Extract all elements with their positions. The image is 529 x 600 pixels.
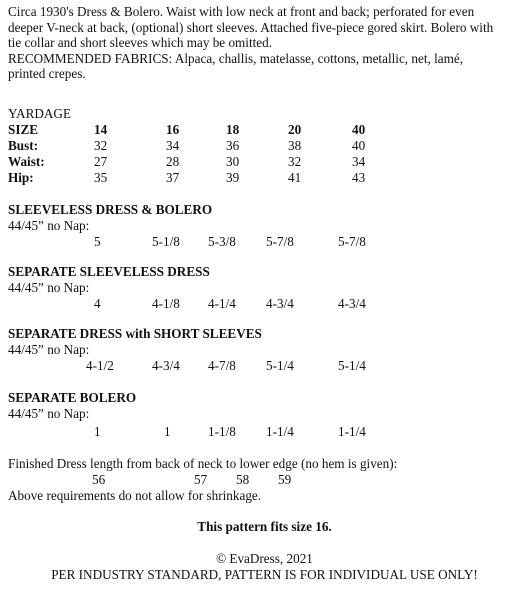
yardage-value: 4-7/8 — [208, 358, 236, 373]
size-value: 16 — [166, 122, 180, 137]
hip-value: 35 — [94, 170, 108, 185]
yardage-value: 5-1/8 — [152, 234, 180, 249]
hip-row — [8, 170, 523, 186]
waist-value: 32 — [288, 154, 302, 169]
fabric-width-label: 44/45” no Nap: — [8, 342, 90, 357]
yardage-values-row — [8, 358, 523, 374]
bust-label: Bust: — [8, 138, 39, 153]
finished-length-note: Finished Dress length from back of neck to lower edge (no hem is given): — [8, 456, 398, 471]
fabric-width-label: 44/45” no Nap: — [8, 406, 90, 421]
description-line: deeper V-neck at back, (optional) short sleeves. Attached five-piece gored skirt. Bolero with — [8, 19, 494, 35]
hip-value: 43 — [352, 170, 366, 185]
yardage-value: 4-3/4 — [266, 296, 294, 311]
finished-length-row — [8, 472, 523, 488]
hip-value: 39 — [226, 170, 240, 185]
yardage-value: 1-1/8 — [208, 424, 236, 439]
waist-value: 30 — [226, 154, 240, 169]
yardage-heading: YARDAGE — [8, 106, 72, 121]
size-value: 18 — [226, 122, 240, 137]
waist-value: 34 — [352, 154, 366, 169]
waist-row — [8, 154, 523, 170]
copyright: © EvaDress, 2021 — [216, 551, 313, 566]
yardage-values-row — [8, 234, 523, 250]
recommended-fabrics-line: RECOMMENDED FABRICS: Alpaca, challis, matelasse, cottons, metallic, net, lamé, — [8, 50, 464, 66]
size-value: 40 — [352, 122, 366, 137]
size-value: 20 — [288, 122, 302, 137]
size-row — [8, 122, 523, 138]
recommended-fabrics-line: printed crepes. — [8, 66, 86, 82]
waist-value: 28 — [166, 154, 180, 169]
yardage-value: 1-1/4 — [338, 424, 366, 439]
bust-row — [8, 138, 523, 154]
size-value: 14 — [94, 122, 108, 137]
yardage-value: 4 — [94, 296, 101, 311]
pattern-description — [8, 4, 524, 82]
yardage-values-row — [8, 424, 523, 440]
yardage-value: 1-1/4 — [266, 424, 294, 439]
waist-label: Waist: — [8, 154, 45, 169]
bust-value: 36 — [226, 138, 240, 153]
yardage-value: 4-3/4 — [152, 358, 180, 373]
fabric-width-label: 44/45” no Nap: — [8, 218, 90, 233]
section-title: SLEEVELESS DRESS & BOLERO — [8, 202, 213, 217]
description-line: tie collar and short sleeves which may be omitted. — [8, 35, 273, 51]
yardage-value: 4-3/4 — [338, 296, 366, 311]
section-title: SEPARATE DRESS with SHORT SLEEVES — [8, 326, 262, 341]
bust-value: 32 — [94, 138, 108, 153]
finished-length-value: 56 — [92, 472, 106, 487]
fabric-width-label: 44/45” no Nap: — [8, 280, 90, 295]
finished-length-value: 58 — [236, 472, 250, 487]
yardage-value: 5-1/4 — [266, 358, 294, 373]
size-label: SIZE — [8, 122, 39, 137]
fits-size-note: This pattern fits size 16. — [197, 519, 332, 534]
yardage-value: 4-1/2 — [86, 358, 114, 373]
yardage-value: 5-7/8 — [266, 234, 294, 249]
waist-value: 27 — [94, 154, 108, 169]
finished-length-value: 59 — [278, 472, 292, 487]
yardage-value: 4-1/4 — [208, 296, 236, 311]
bust-value: 34 — [166, 138, 180, 153]
yardage-value: 5-3/8 — [208, 234, 236, 249]
yardage-value: 1 — [94, 424, 101, 439]
section-title: SEPARATE BOLERO — [8, 390, 137, 405]
yardage-value: 5-1/4 — [338, 358, 366, 373]
section-title: SEPARATE SLEEVELESS DRESS — [8, 264, 210, 279]
yardage-value: 5-7/8 — [338, 234, 366, 249]
shrinkage-note: Above requirements do not allow for shrinkage. — [8, 488, 262, 503]
hip-label: Hip: — [8, 170, 34, 185]
finished-length-value: 57 — [194, 472, 208, 487]
yardage-values-row — [8, 296, 523, 312]
hip-value: 37 — [166, 170, 180, 185]
bust-value: 38 — [288, 138, 302, 153]
hip-value: 41 — [288, 170, 302, 185]
yardage-value: 5 — [94, 234, 101, 249]
yardage-value: 4-1/8 — [152, 296, 180, 311]
usage-notice: PER INDUSTRY STANDARD, PATTERN IS FOR INDIVIDUAL USE ONLY! — [51, 567, 478, 582]
bust-value: 40 — [352, 138, 366, 153]
description-line: Circa 1930's Dress & Bolero. Waist with low neck at front and back; perforated for even — [8, 4, 475, 19]
yardage-value: 1 — [164, 424, 171, 439]
